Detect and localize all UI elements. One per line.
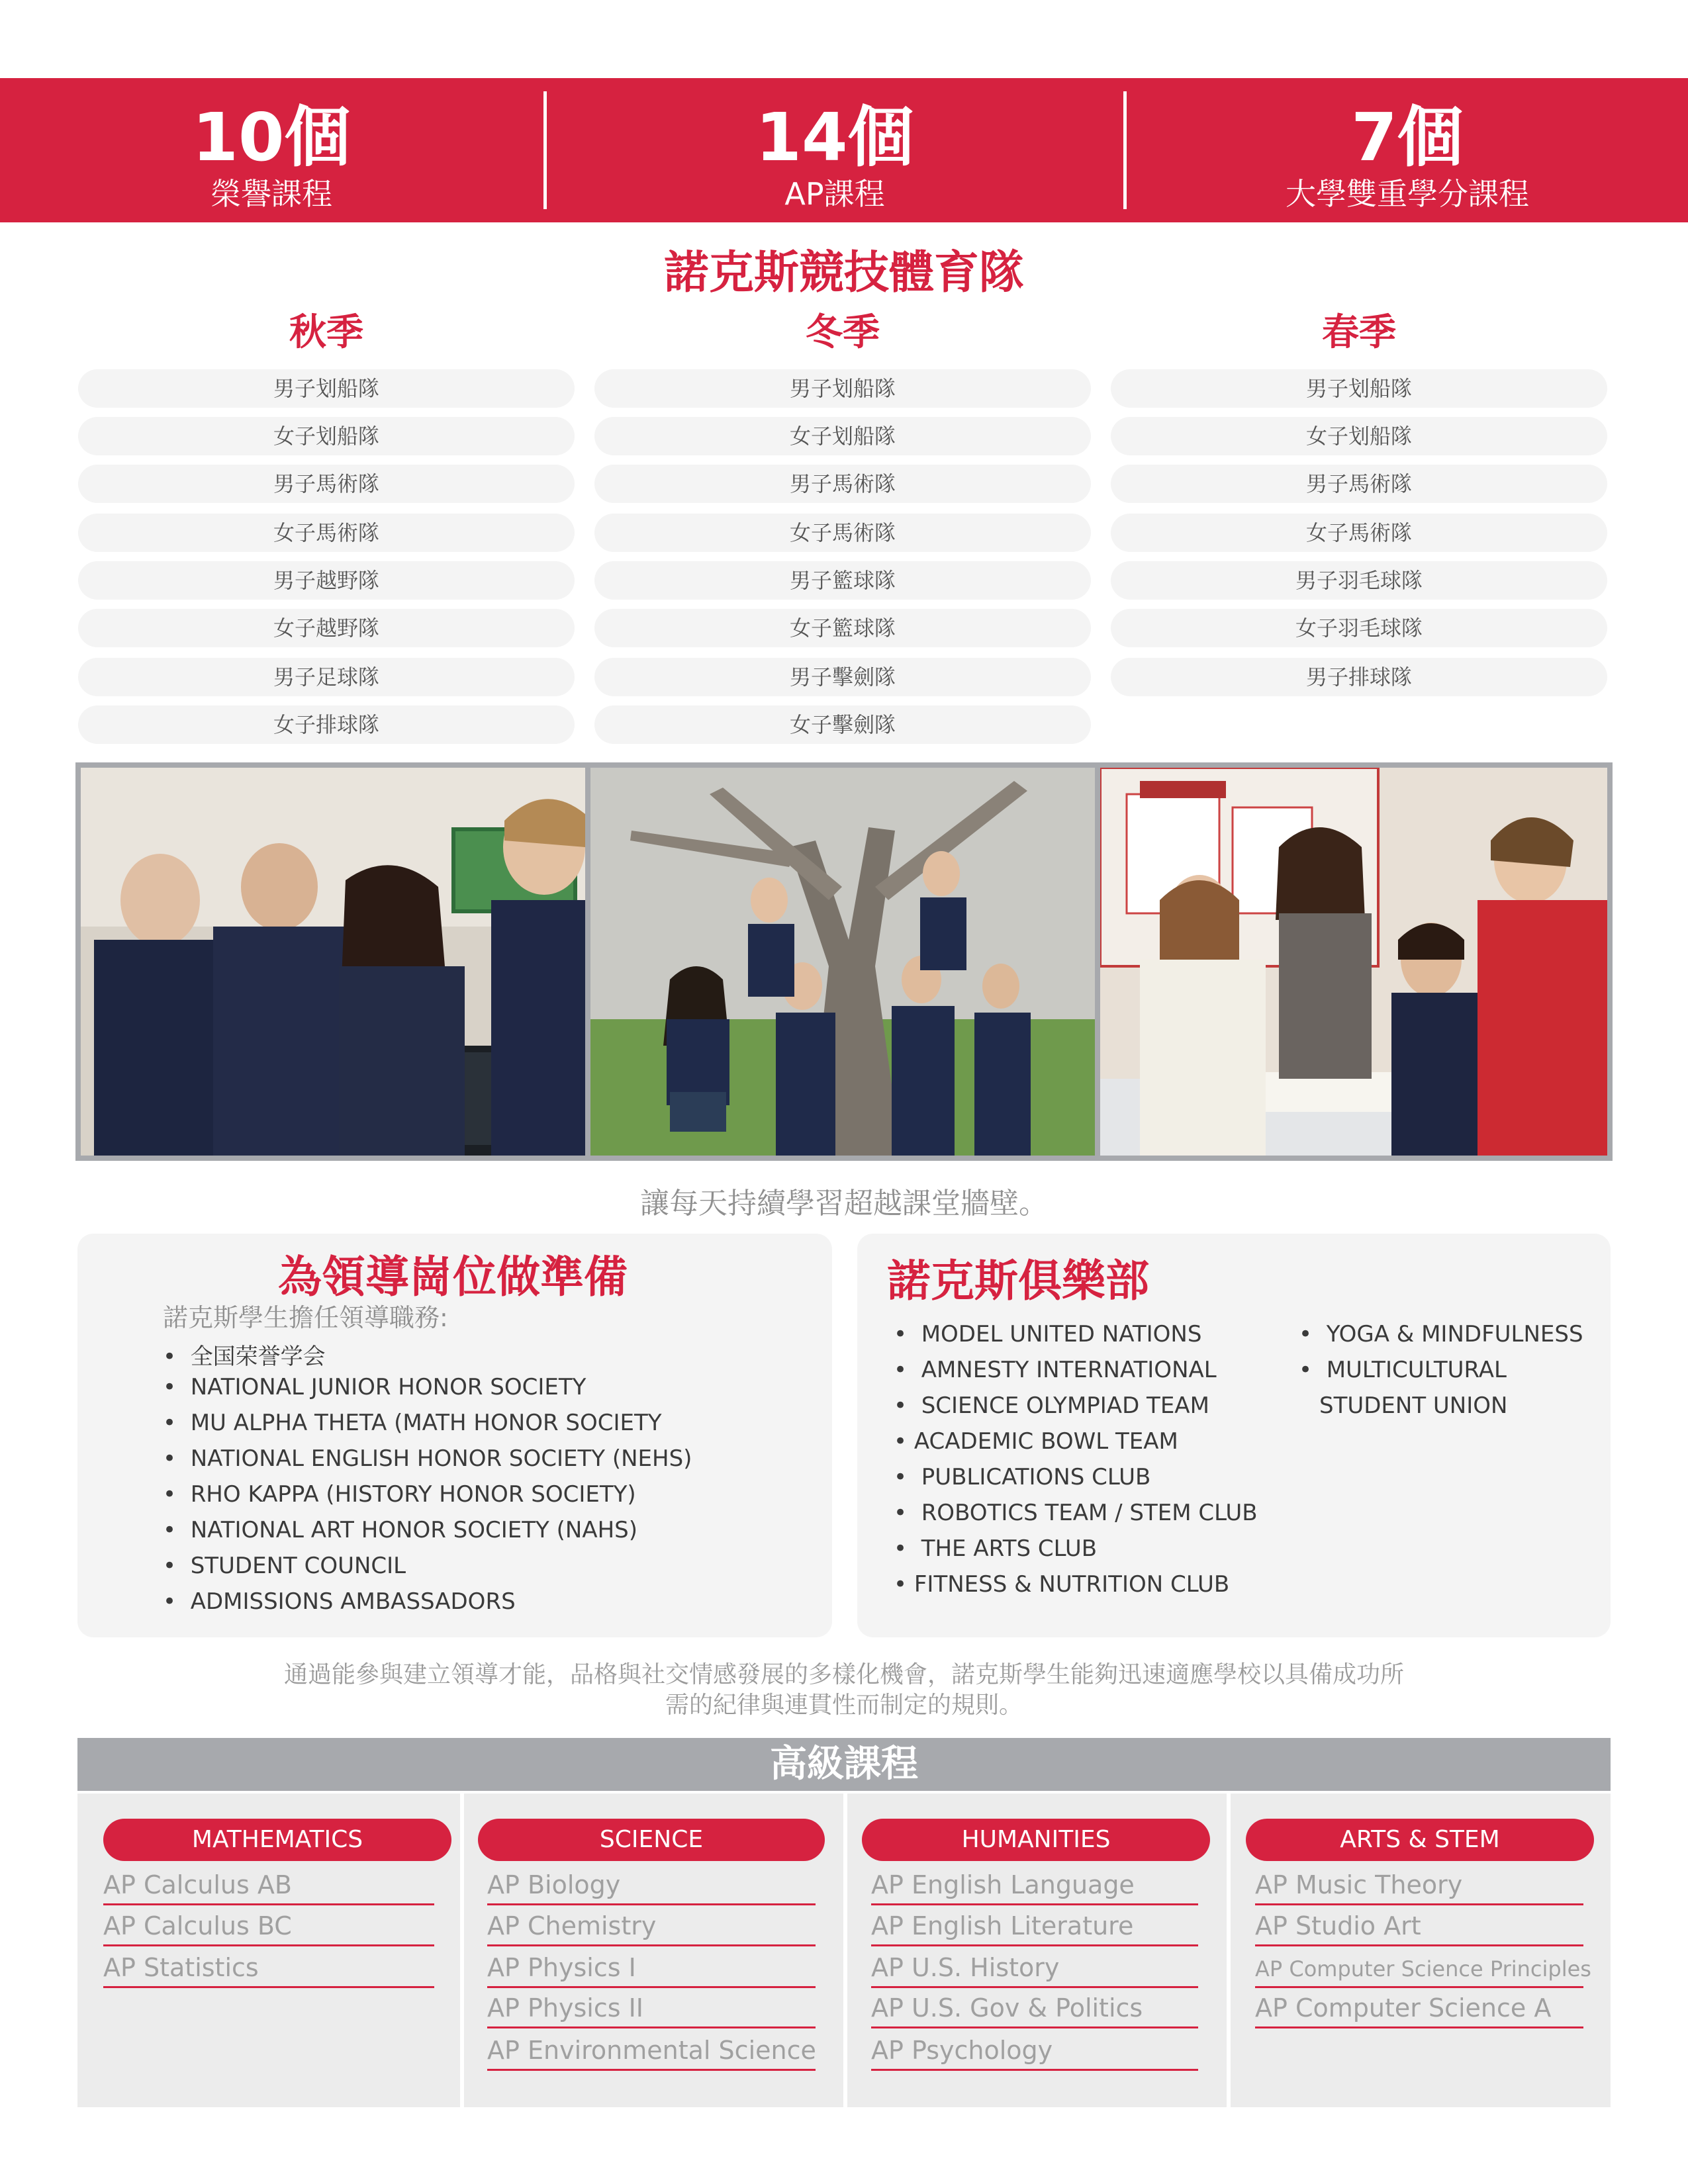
course-item: AP Computer Science A xyxy=(1255,1993,1552,2023)
course-underline xyxy=(871,1903,1198,1905)
course-underline xyxy=(871,2069,1198,2071)
course-item: AP U.S. Gov & Politics xyxy=(871,1993,1143,2023)
team-pill: 女子馬術隊 xyxy=(594,514,1091,552)
leadership-item-text: NATIONAL JUNIOR HONOR SOCIETY xyxy=(190,1374,586,1400)
bullet: • xyxy=(894,1321,908,1347)
club-item-text: ACADEMIC BOWL TEAM xyxy=(914,1428,1178,1455)
leadership-item-text: 全国荣誉学会 xyxy=(190,1343,326,1370)
column-divider xyxy=(1227,1794,1231,2107)
team-pill: 女子划船隊 xyxy=(594,417,1091,455)
course-underline xyxy=(103,1944,434,1946)
leadership-item-text: NATIONAL ENGLISH HONOR SOCIETY (NEHS) xyxy=(190,1445,692,1472)
team-pill: 男子籃球隊 xyxy=(594,561,1091,600)
course-item: AP Environmental Science xyxy=(487,2036,816,2065)
team-pill: 男子划船隊 xyxy=(594,369,1091,408)
club-item-text: AMNESTY INTERNATIONAL xyxy=(921,1357,1217,1383)
course-underline xyxy=(487,2026,816,2028)
team-pill: 女子划船隊 xyxy=(1111,417,1607,455)
course-underline xyxy=(487,1903,816,1905)
photo-students-touchscreen xyxy=(81,768,585,1156)
club-item-text: MULTICULTURAL xyxy=(1326,1357,1507,1383)
course-underline xyxy=(871,1986,1198,1988)
bullet: • xyxy=(163,1553,177,1579)
course-underline xyxy=(103,1986,434,1988)
team-pill: 女子籃球隊 xyxy=(594,609,1091,647)
course-item: AP Physics II xyxy=(487,1993,644,2023)
category-mathematics: MATHEMATICS xyxy=(103,1819,451,1861)
club-item xyxy=(894,1500,1258,1526)
photo-students-tree xyxy=(590,768,1095,1156)
bullet: • xyxy=(894,1357,908,1383)
leadership-item xyxy=(163,1410,662,1436)
column-divider xyxy=(843,1794,847,2107)
team-pill: 男子排球隊 xyxy=(1111,658,1607,696)
caption-line: 需的紀律與連貫性而制定的規則。 xyxy=(665,1692,1023,1719)
bullet: • xyxy=(163,1445,177,1472)
club-item-text: PUBLICATIONS CLUB xyxy=(921,1464,1151,1490)
bullet: • xyxy=(163,1374,177,1400)
club-item xyxy=(894,1571,1229,1598)
club-item-text: THE ARTS CLUB xyxy=(921,1535,1098,1562)
team-pill: 女子羽毛球隊 xyxy=(1111,609,1607,647)
club-item xyxy=(1299,1321,1583,1347)
season-fall-heading: 秋季 xyxy=(289,311,363,354)
bullet: • xyxy=(163,1343,177,1370)
bullet: • xyxy=(894,1571,908,1598)
club-item xyxy=(894,1392,1209,1419)
stat-label: 大學雙重學分課程 xyxy=(1286,176,1529,212)
team-pill: 男子馬術隊 xyxy=(1111,465,1607,503)
bullet: • xyxy=(1299,1357,1313,1383)
stat-dual-credit xyxy=(1127,78,1688,222)
course-underline xyxy=(487,1986,816,1988)
team-pill: 男子馬術隊 xyxy=(78,465,575,503)
leadership-subtitle: 諾克斯學生擔任領導職務: xyxy=(163,1303,448,1332)
course-underline xyxy=(871,1944,1198,1946)
clubs-title: 諾克斯俱樂部 xyxy=(887,1255,1149,1306)
bullet: • xyxy=(163,1410,177,1436)
course-underline xyxy=(103,1903,434,1905)
leadership-item xyxy=(163,1481,636,1508)
leadership-item xyxy=(163,1517,637,1543)
course-item: AP U.S. History xyxy=(871,1953,1060,1982)
club-item xyxy=(894,1321,1201,1347)
stat-number: 14個 xyxy=(755,99,914,176)
bullet: • xyxy=(894,1392,908,1419)
club-item-text: SCIENCE OLYMPIAD TEAM xyxy=(921,1392,1209,1419)
course-item: AP English Language xyxy=(871,1870,1135,1899)
team-pill: 男子足球隊 xyxy=(78,658,575,696)
course-underline xyxy=(1255,1986,1583,1988)
team-pill: 男子划船隊 xyxy=(1111,369,1607,408)
sports-title: 諾克斯競技體育隊 xyxy=(663,247,1024,299)
course-item: AP English Literature xyxy=(871,1911,1134,1940)
team-pill: 女子越野隊 xyxy=(78,609,575,647)
course-underline xyxy=(487,1944,816,1946)
team-pill: 女子擊劍隊 xyxy=(594,705,1091,744)
photo-classroom-teacher xyxy=(1100,768,1607,1156)
team-pill: 女子划船隊 xyxy=(78,417,575,455)
course-underline xyxy=(487,2069,816,2071)
leadership-item-text: STUDENT COUNCIL xyxy=(190,1553,406,1579)
leadership-item xyxy=(163,1445,692,1472)
team-pill: 女子馬術隊 xyxy=(1111,514,1607,552)
course-item: AP Music Theory xyxy=(1255,1870,1463,1899)
leadership-item-text: MU ALPHA THETA (MATH HONOR SOCIETY xyxy=(190,1410,662,1436)
stat-number: 7個 xyxy=(1351,99,1464,176)
course-item: AP Computer Science Principles xyxy=(1255,1956,1591,1981)
leadership-item xyxy=(163,1338,326,1371)
stats-banner xyxy=(0,78,1688,222)
photos-caption: 讓每天持續學習超越課堂牆壁。 xyxy=(640,1187,1048,1220)
bullet: • xyxy=(163,1517,177,1543)
team-pill: 男子羽毛球隊 xyxy=(1111,561,1607,600)
club-item xyxy=(894,1357,1217,1383)
course-underline xyxy=(1255,1944,1583,1946)
stat-ap xyxy=(547,78,1123,222)
course-item: AP Psychology xyxy=(871,2036,1053,2065)
team-pill: 男子越野隊 xyxy=(78,561,575,600)
club-item xyxy=(894,1464,1150,1490)
season-spring-heading: 春季 xyxy=(1322,311,1396,354)
leadership-item-text: NATIONAL ART HONOR SOCIETY (NAHS) xyxy=(190,1517,637,1543)
caption-line: 通過能參與建立領導才能，品格與社交情感發展的多樣化機會，諾克斯學生能夠迅速適應學校以具備成功所 xyxy=(283,1661,1404,1688)
course-underline xyxy=(1255,1903,1583,1905)
photo-strip xyxy=(75,762,1613,1161)
leadership-title: 為領導崗位做準備 xyxy=(278,1251,628,1302)
course-underline xyxy=(1255,2026,1583,2028)
club-item-text: ROBOTICS TEAM / STEM CLUB xyxy=(921,1500,1258,1526)
leadership-item-text: RHO KAPPA (HISTORY HONOR SOCIETY) xyxy=(190,1481,636,1508)
leadership-caption xyxy=(0,1660,1688,1721)
team-pill: 女子排球隊 xyxy=(78,705,575,744)
stat-number: 10個 xyxy=(192,99,351,176)
bullet: • xyxy=(894,1500,908,1526)
course-item: AP Biology xyxy=(487,1870,621,1899)
course-item: AP Calculus BC xyxy=(103,1911,292,1940)
bullet: • xyxy=(894,1464,908,1490)
course-item: AP Physics I xyxy=(487,1953,636,1982)
bullet: • xyxy=(894,1535,908,1562)
team-pill: 女子馬術隊 xyxy=(78,514,575,552)
leadership-item-text: ADMISSIONS AMBASSADORS xyxy=(190,1588,516,1615)
course-item: AP Studio Art xyxy=(1255,1911,1421,1940)
category-science: SCIENCE xyxy=(478,1819,825,1861)
club-item-text: MODEL UNITED NATIONS xyxy=(921,1321,1202,1347)
course-item: AP Calculus AB xyxy=(103,1870,292,1899)
bullet: • xyxy=(163,1481,177,1508)
team-pill: 男子划船隊 xyxy=(78,369,575,408)
course-item: AP Chemistry xyxy=(487,1911,657,1940)
bullet: • xyxy=(894,1428,908,1455)
course-item: AP Statistics xyxy=(103,1953,259,1982)
leadership-item xyxy=(163,1553,406,1579)
course-underline xyxy=(871,2026,1198,2028)
category-humanities: HUMANITIES xyxy=(862,1819,1210,1861)
stat-honors xyxy=(0,78,543,222)
club-item xyxy=(1299,1357,1507,1383)
stat-label: AP課程 xyxy=(784,176,885,212)
club-item-text: YOGA & MINDFULNESS xyxy=(1326,1321,1583,1347)
season-winter-heading: 冬季 xyxy=(806,311,880,354)
club-item xyxy=(894,1428,1178,1455)
club-item-continuation: STUDENT UNION xyxy=(1319,1392,1508,1419)
column-divider xyxy=(460,1794,464,2107)
bullet: • xyxy=(1299,1321,1313,1347)
category-arts-stem: ARTS & STEM xyxy=(1246,1819,1594,1861)
team-pill: 男子馬術隊 xyxy=(594,465,1091,503)
stat-label: 榮譽課程 xyxy=(211,176,332,212)
club-item-text: FITNESS & NUTRITION CLUB xyxy=(914,1571,1230,1598)
bullet: • xyxy=(163,1588,177,1615)
advanced-courses-title: 高級課程 xyxy=(77,1738,1611,1791)
team-pill: 男子擊劍隊 xyxy=(594,658,1091,696)
leadership-item xyxy=(163,1374,586,1400)
leadership-item xyxy=(163,1588,516,1615)
club-item xyxy=(894,1535,1097,1562)
